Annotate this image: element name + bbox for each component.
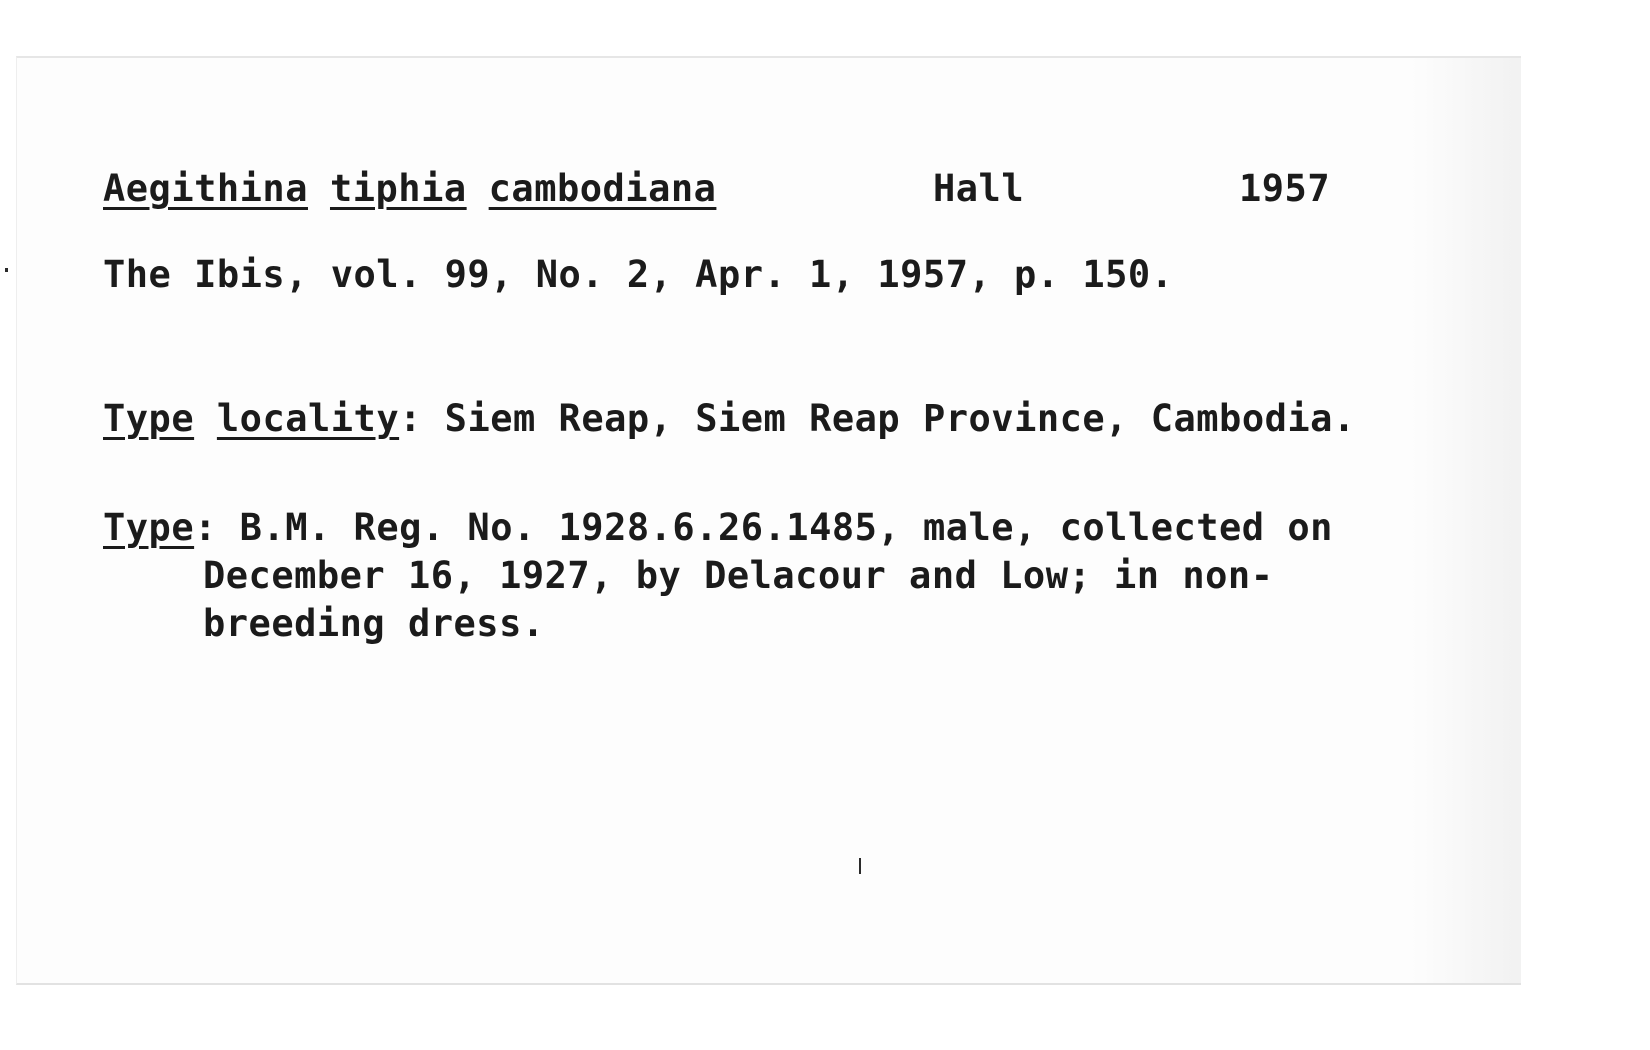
type-line-2: December 16, 1927, by Delacour and Low; in non-: [203, 554, 1274, 597]
card-edge-shadow: [1411, 58, 1521, 983]
type-locality-separator: :: [399, 397, 422, 440]
citation-line: The Ibis, vol. 99, No. 2, Apr. 1, 1957, p. 150.: [103, 253, 1174, 296]
type-separator: :: [194, 506, 217, 549]
type-line-1: [103, 504, 1333, 552]
type-locality-line: [103, 397, 1356, 440]
type-line-3: breeding dress.: [203, 602, 545, 645]
type-label: Type: [103, 506, 195, 549]
type-locality-value: Siem Reap, Siem Reap Province, Cambodia.: [444, 397, 1356, 440]
author-name: Hall: [933, 167, 1025, 210]
genus-name: Aegithina: [103, 167, 308, 210]
species-name: tiphia: [329, 167, 467, 210]
type-locality-label-word2: locality: [216, 397, 400, 440]
ink-speck: [859, 858, 861, 874]
ink-speck: [5, 268, 8, 272]
scientific-name: [103, 167, 717, 210]
type-text-line1: B.M. Reg. No. 1928.6.26.1485, male, collected on: [239, 506, 1333, 549]
type-locality-label-word1: Type: [103, 397, 195, 440]
type-specimen-block: [103, 504, 1333, 648]
index-card: [16, 56, 1521, 985]
subspecies-name: cambodiana: [488, 167, 717, 210]
publication-year: 1957: [1239, 167, 1331, 210]
